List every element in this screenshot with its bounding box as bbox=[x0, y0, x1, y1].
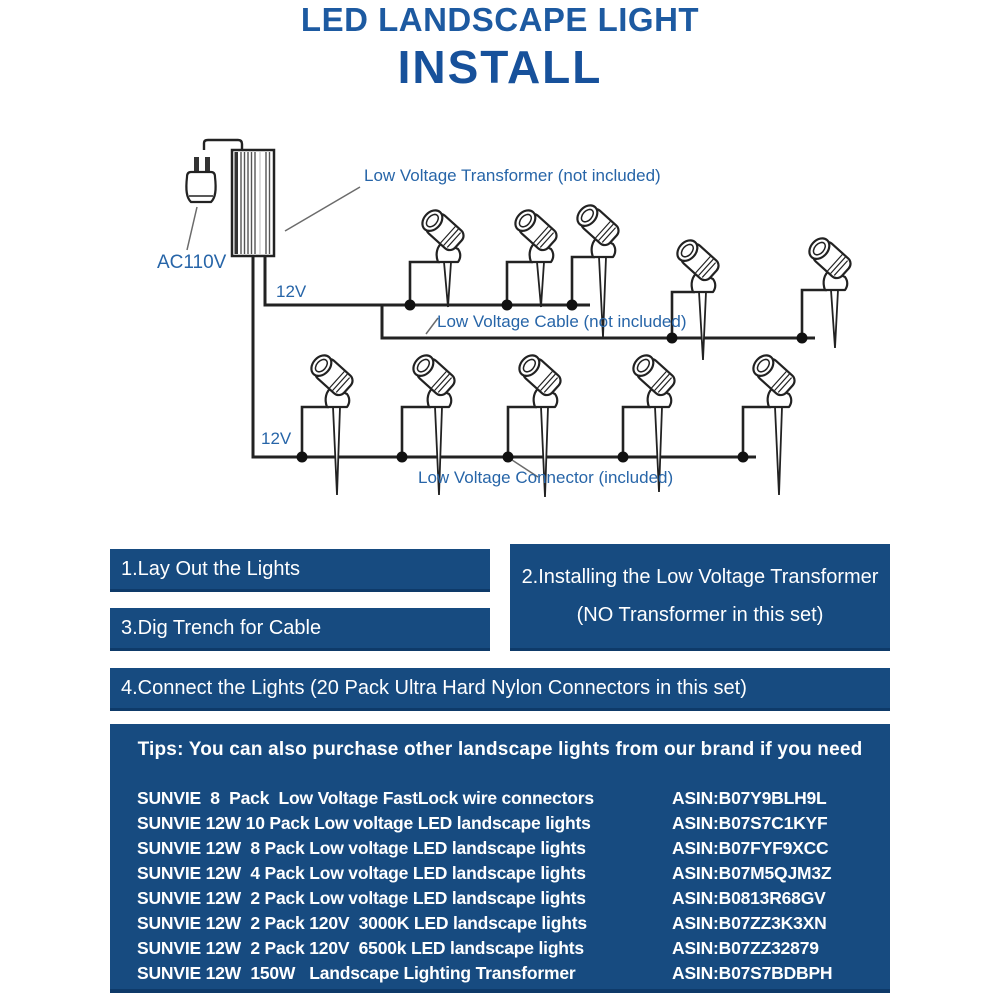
landscape-light-icon bbox=[805, 234, 853, 290]
product-asin: ASIN:B07S7C1KYF bbox=[672, 813, 828, 833]
step-2-text-line1: 2.Installing the Low Voltage Transformer bbox=[521, 565, 879, 588]
product-name: SUNVIE 12W 2 Pack 120V 3000K LED landscape lights bbox=[137, 913, 587, 933]
product-row bbox=[110, 936, 890, 961]
landscape-light-icon bbox=[749, 351, 797, 407]
junction-dot bbox=[405, 300, 416, 311]
transformer-label-leader bbox=[285, 187, 360, 231]
product-row bbox=[110, 961, 890, 986]
junction-dot bbox=[667, 333, 678, 344]
junction-dot bbox=[738, 452, 749, 463]
landscape-light-icon bbox=[307, 351, 355, 407]
landscape-light-icon bbox=[418, 206, 466, 262]
step-1-banner bbox=[110, 549, 490, 592]
product-asin: ASIN:B07Y9BLH9L bbox=[672, 788, 827, 808]
ac110v-label: AC110V bbox=[157, 252, 227, 273]
product-asin: ASIN:B07M5QJM3Z bbox=[672, 863, 832, 883]
junction-dot bbox=[797, 333, 808, 344]
step-4-text: 4.Connect the Lights (20 Pack Ultra Hard Nylon Connectors in this set) bbox=[121, 676, 747, 699]
product-asin: ASIN:B07ZZ3K3XN bbox=[672, 913, 827, 933]
step-2-text-line2: (NO Transformer in this set) bbox=[576, 603, 824, 626]
product-row bbox=[110, 886, 890, 911]
product-row bbox=[110, 836, 890, 861]
transformer-icon bbox=[232, 150, 274, 256]
tips-panel bbox=[110, 724, 890, 993]
step-3-text: 3.Dig Trench for Cable bbox=[121, 616, 322, 639]
product-row bbox=[110, 811, 890, 836]
page-title: LED LANDSCAPE LIGHT bbox=[300, 1, 700, 38]
landscape-light-icon bbox=[629, 351, 677, 407]
product-row bbox=[110, 861, 890, 886]
tips-title: Tips: You can also purchase other landscape lights from our brand if you need bbox=[137, 739, 863, 760]
product-name: SUNVIE 12W 10 Pack Low voltage LED landscape lights bbox=[137, 813, 591, 833]
product-name: SUNVIE 8 Pack Low Voltage FastLock wire connectors bbox=[137, 788, 594, 808]
landscape-light-icon bbox=[673, 236, 721, 292]
landscape-light-icon bbox=[511, 206, 559, 262]
light-stubs bbox=[302, 257, 827, 457]
product-name: SUNVIE 12W 150W Landscape Lighting Transformer bbox=[137, 963, 576, 983]
12v-top-label: 12V bbox=[276, 282, 307, 301]
step-2-banner bbox=[510, 544, 890, 651]
product-asin: ASIN:B0813R68GV bbox=[672, 888, 826, 908]
connector-label: Low Voltage Connector (included) bbox=[418, 468, 674, 487]
landscape-light-icon bbox=[409, 351, 457, 407]
12v-bottom-label: 12V bbox=[261, 429, 292, 448]
transformer-label: Low Voltage Transformer (not included) bbox=[364, 166, 661, 185]
product-name: SUNVIE 12W 2 Pack 120V 6500k LED landscape lights bbox=[137, 938, 584, 958]
product-row bbox=[110, 911, 890, 936]
landscape-light-icon bbox=[573, 201, 621, 257]
junction-dot bbox=[567, 300, 578, 311]
landscape-light-icon bbox=[515, 351, 563, 407]
product-asin: ASIN:B07S7BDBPH bbox=[672, 963, 833, 983]
product-row bbox=[110, 786, 890, 811]
page-subtitle: INSTALL bbox=[397, 41, 603, 93]
junction-dot bbox=[618, 452, 629, 463]
step-3-banner bbox=[110, 608, 490, 651]
junction-dot bbox=[297, 452, 308, 463]
product-asin: ASIN:B07ZZ32879 bbox=[672, 938, 819, 958]
product-name: SUNVIE 12W 2 Pack Low voltage LED landscape lights bbox=[137, 888, 586, 908]
product-name: SUNVIE 12W 8 Pack Low voltage LED landscape lights bbox=[137, 838, 586, 858]
ac-label-leader bbox=[187, 207, 197, 250]
junction-dot bbox=[503, 452, 514, 463]
junction-dot bbox=[502, 300, 513, 311]
step-1-text: 1.Lay Out the Lights bbox=[121, 557, 301, 580]
product-asin: ASIN:B07FYF9XCC bbox=[672, 838, 829, 858]
product-list bbox=[110, 786, 890, 986]
junction-dot bbox=[397, 452, 408, 463]
step-4-banner bbox=[110, 668, 890, 711]
product-name: SUNVIE 12W 4 Pack Low voltage LED landscape lights bbox=[137, 863, 586, 883]
cable-label: Low Voltage Cable (not included) bbox=[437, 312, 687, 331]
